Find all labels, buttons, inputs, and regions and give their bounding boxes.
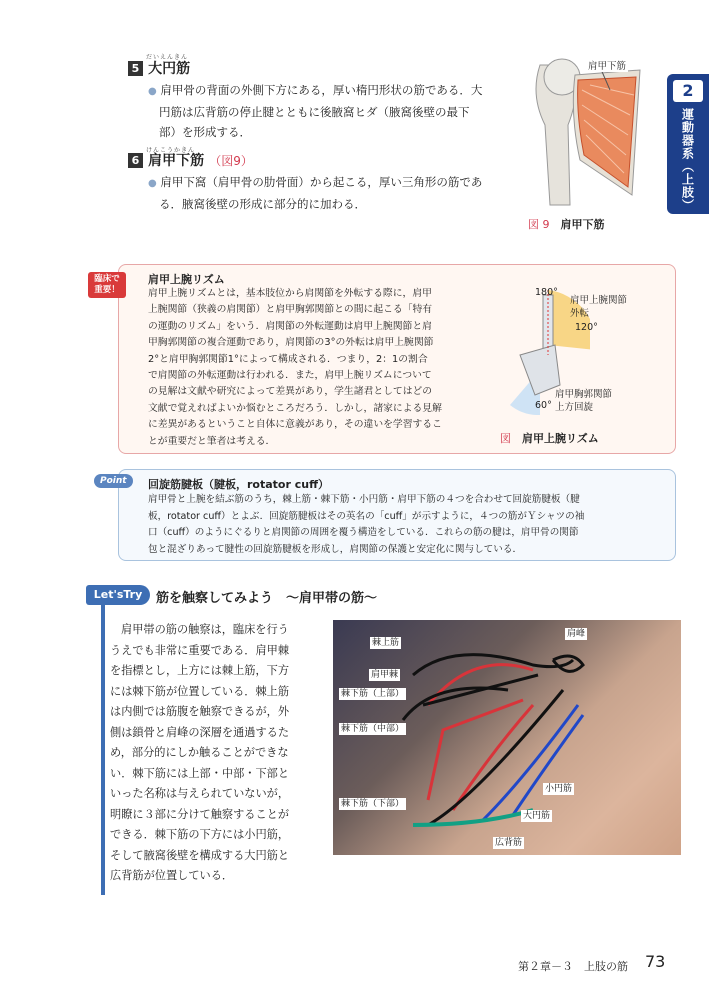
angle-120: 120° (575, 322, 598, 333)
label-supraspinatus: 棘上筋 (372, 638, 400, 648)
gh-joint-label: 肩甲上腕関節 外転 (570, 295, 628, 319)
fig-ref: （図9） (209, 154, 253, 168)
sec5-ruby: だいえんきん (146, 54, 189, 61)
label-infraspinatus-lower: 棘下筋（下部） (341, 799, 405, 809)
clinical-title: 肩甲上腕リズム (148, 273, 225, 286)
st-joint-label: 肩甲胸郭関節 上方回旋 (555, 389, 613, 413)
clinical-body: 肩甲上腕リズムとは，基本肢位から肩関節を外転する際に，肩甲 上腕関節（狭義の肩関節）と肩甲胸郭関節との間に起こる「特有 の運動のリズム」をいう．肩関節の外転運動は肩甲上腕関節と肩 甲胸郭関節の複合運動であり，肩関節の3°の外転は肩甲上腕関節 2°と肩甲胸郭関節1°によって構成される．つまり，2：1の割合 で肩関節の外転運動は行われる．また，肩甲上腕リズムについて の見解は文献や研究によって差異があり，学生諸君としてはどの 文献で覚えればよいか悩むところだろう．しかし，諸家による見解 に差異があるということ自体に意義があり，その違いを学習するこ とが重要だと筆者は考える． (148, 288, 442, 447)
sec5-line: ● 肩甲骨の背面の外側下方にある，厚い楕円形状の筋である．大 (148, 83, 483, 97)
chapter-side-tab (667, 74, 709, 214)
chapter-number: 2 (673, 80, 703, 102)
chapter-label: 運動器系（上肢） (680, 108, 695, 212)
sec5-title: 大円筋 (148, 61, 191, 77)
sec5-line: 部）を形成する． (159, 125, 251, 139)
letstry-bar (101, 605, 105, 895)
clinical-tag: 臨床で 重要！ (88, 272, 126, 298)
point-body: 肩甲骨と上腕を結ぶ筋のうち，棘上筋・棘下筋・小円筋・肩甲下筋の４つを合わせて回旋筋腱板（腱 板，rotator cuff）とよぶ．回旋筋腱板はその英名の「cuff」が示すように，４つの筋がＹシャツの袖 口（cuff）のようにぐるりと肩関節の周囲を覆う構造をしている．これらの筋の腱は，肩甲骨の関節 包と混ざりあって腱性の回旋筋腱板を形成し，肩関節の保護と安定化に関与している． (148, 494, 585, 555)
label-infraspinatus-upper: 棘下筋（上部） (341, 689, 405, 699)
letstry-tag: Let'sTry (86, 585, 150, 605)
label-infraspinatus-middle: 棘下筋（中部） (341, 724, 405, 734)
sec6-line: ● 肩甲下窩（肩甲骨の肋骨面）から起こる，厚い三角形の筋であ (148, 175, 483, 189)
rhythm-caption: 図 肩甲上腕リズム (500, 432, 599, 445)
label-acromion: 肩峰 (567, 629, 586, 639)
label-teres-minor: 小円筋 (545, 784, 573, 794)
fig9-caption: 図 9 肩甲下筋 (528, 218, 605, 231)
letstry-body: 肩甲帯の筋の触察は，臨床を行う うえでも非常に重要である．肩甲棘 を指標とし，上方には棘上筋，下方 には棘下筋が位置している．棘上筋 は内側では筋腹を触察できるが，外 側は鎖骨と肩峰の深層を通過するた め，部分的にしか触ることができな い．棘下筋には上部・中部・下部と いった名称は与えられていないが， 明瞭に３部に分けて触察することが できる．棘下筋の下方には小円筋， そして腋窩後壁を構成する大円筋と 広背筋が位置している． (110, 623, 290, 882)
fig9-illustration (520, 55, 660, 210)
angle-180: 180° (535, 287, 558, 298)
letstry-title: 筋を触察してみよう ～肩甲帯の筋～ (156, 591, 378, 606)
muscle-outline-overlay (333, 620, 681, 855)
palpation-photo (333, 620, 681, 855)
sec5-body (148, 80, 498, 142)
point-title: 回旋筋腱板（腱板，rotator cuff） (148, 478, 329, 491)
sec5-number: 5 (128, 61, 143, 76)
point-tag: Point (94, 474, 133, 488)
angle-60: 60° (535, 400, 552, 411)
sec6-number: 6 (128, 153, 143, 168)
page-number: 73 (645, 952, 666, 971)
label-latissimus: 広背筋 (495, 838, 523, 848)
sec6-ruby: けんこうかきん (146, 147, 196, 154)
sec5-line: 円筋は広背筋の停止腱とともに後腋窩ヒダ（腋窩後壁の最下 (159, 105, 470, 119)
label-scapular-spine: 肩甲棘 (371, 670, 399, 680)
sec6-heading (128, 150, 253, 170)
label-teres-major: 大円筋 (523, 811, 551, 821)
sec6-title: 肩甲下筋 (148, 153, 205, 169)
footer-chapter: 第２章－３ 上肢の筋 (518, 960, 628, 973)
sec5-heading (128, 58, 190, 78)
sec6-body (148, 172, 498, 214)
fig9-label: 肩甲下筋 (586, 58, 628, 72)
sec6-line: る．腋窩後壁の形成に部分的に加わる． (159, 197, 366, 211)
